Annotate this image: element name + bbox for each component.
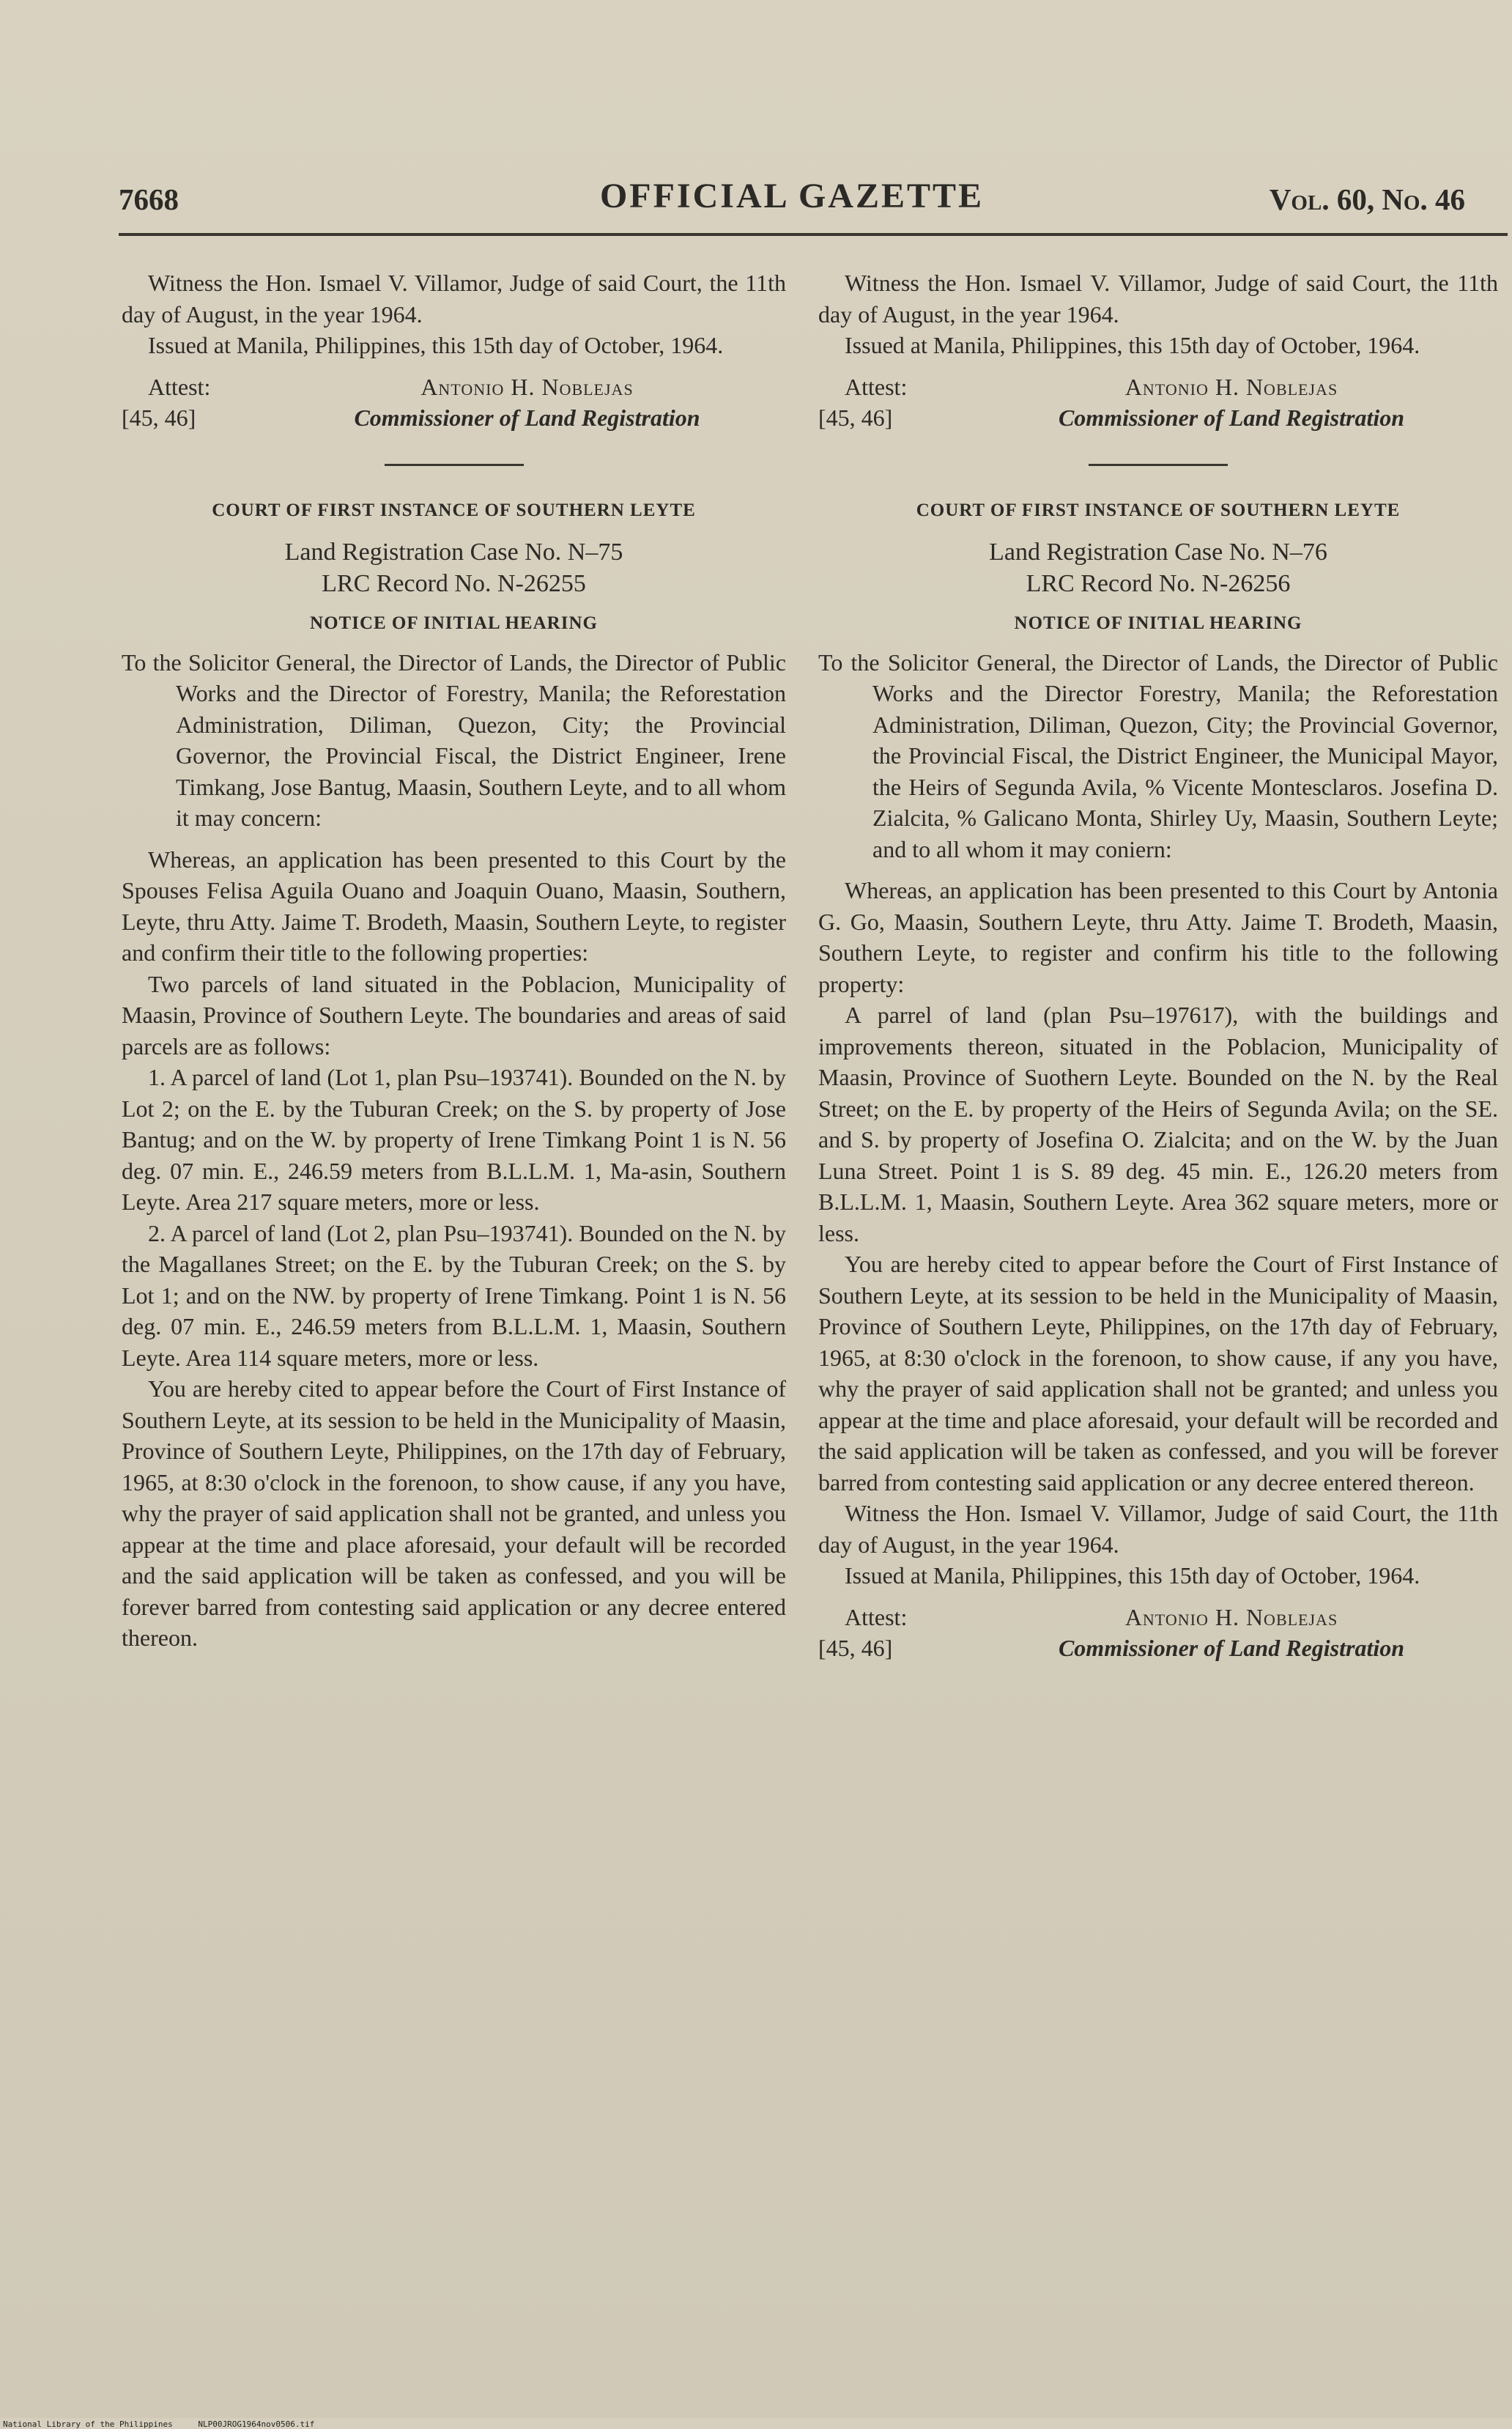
body-paragraph: Witness the Hon. Ismael V. Villamor, Judge of said Court, the 11th day of August, in the year 1964. [818,1500,1498,1558]
attest-title: Commissioner of Land Registration [1058,404,1405,431]
attest-title: Commissioner of Land Registration [354,404,700,431]
right-column [818,267,1498,1663]
page-number: 7668 [119,182,179,216]
notice-title: NOTICE OF INITIAL HEARING [310,613,598,633]
left-column [122,267,786,1654]
footer-library: National Library of the Philippines [3,2419,173,2429]
section-divider [385,464,524,466]
case-number: Land Registration Case No. N–76 [989,539,1327,566]
attest-block [818,1602,1498,1663]
prev-witness: Witness the Hon. Ismael V. Villamor, Judge of said Court, the 11th day of August, in the year 1964. [122,270,786,328]
prev-attest-block [122,371,786,433]
court-heading: COURT OF FIRST INSTANCE OF SOUTHERN LEYTE [212,500,696,520]
section-divider [1089,464,1228,466]
body-paragraph: Whereas, an application has been presented to this Court by the Spouses Felisa Aguila Ouano and Joaquin Ouano, Maasin, Southern, Leyte, thru Atty. Jaime T. Brodeth, Maasin, Southern Leyte, to register and confirm their title to the following properties: [122,846,786,966]
prev-attest-block [818,371,1498,433]
body-paragraph: You are hereby cited to appear before the Court of First Instance of Southern Leyte, at its session to be held in the Municipality of Maasin, Province of Southern Leyte, Philippines, on the 17th day of February, 1965, at 8:30 o'clock in the forenoon, to show cause, if any you have, why the prayer of said application shall not be granted; and unless you appear at the time and place aforesaid, your default will be recorded and the said application will be taken as confessed, and you will be forever barred from contesting said application or any decree entered thereon. [818,1251,1498,1496]
attest-ref: [45, 46] [818,1634,893,1661]
prev-issued: Issued at Manila, Philippines, this 15th day of October, 1964. [148,332,724,358]
court-heading: COURT OF FIRST INSTANCE OF SOUTHERN LEYTE [916,500,1401,520]
body-paragraph: Two parcels of land situated in the Poblacion, Municipality of Maasin, Province of Southern Leyte. The boundaries and areas of said parcels are as follows: [122,970,786,1060]
attest-name: Antonio H. Noblejas [420,373,634,400]
body-paragraph: A parrel of land (plan Psu–197617), with the buildings and improvements thereon, situated in the Poblacion, Municipality of Maasin, Province of Suothern Leyte. Bounded on the N. by the Real Street; on the E. by property of the Heirs of Segunda Avila; on the SE. and S. by property of Josefina O. Zialcita; and on the W. by the Juan Luna Street. Point 1 is S. 89 deg. 45 min. E., 126.20 meters from B.L.L.M. 1, Maasin, Southern Leyte. Area 362 square meters, more or less. [818,1002,1498,1246]
attest-ref: [45, 46] [818,404,893,431]
scan-footer [3,2419,335,2429]
attest-ref: [45, 46] [122,404,196,431]
body-paragraph: You are hereby cited to appear before the Court of First Instance of Southern Leyte, at its session to be held in the Municipality of Maasin, Province of Southern Leyte, Philippines, on the 17th day of February, 1965, at 8:30 o'clock in the forenoon, to show cause, if any you have, why the prayer of said application shall not be granted, and unless you appear at the time and place aforesaid, your default will be recorded and the said application will be taken as confessed, and you will be forever barred from contesting said application or any decree entered thereon. [122,1375,786,1651]
lrc-record: LRC Record No. N-26256 [1026,570,1291,597]
footer-file: NLP00JROG1964nov0506.tif [198,2419,315,2429]
lrc-record: LRC Record No. N-26255 [322,570,586,597]
header-rule [119,233,1508,236]
page-header [119,176,1465,227]
publication-title: OFFICIAL GAZETTE [599,177,985,215]
body-paragraph: Issued at Manila, Philippines, this 15th day of October, 1964. [845,1562,1420,1589]
attest-name: Antonio H. Noblejas [1124,1603,1338,1630]
attest-label: Attest: [845,373,908,400]
attest-name: Antonio H. Noblejas [1124,373,1338,400]
attest-label: Attest: [148,373,211,400]
addressee-paragraph: To the Solicitor General, the Director of Lands, the Director of Public Works and the Director Forestry, Manila; the Reforestation Administration, Diliman, Quezon, City; the Provincial Governor, the Provincial Fiscal, the District Engineer, the Municipal Mayor, the Heirs of Segunda Avila, % Vicente Montesclaros. Josefina D. Zialcita, % Galicano Monta, Shirley Uy, Maasin, Southern Leyte; and to all whom it may coniern: [818,648,1498,862]
attest-title: Commissioner of Land Registration [1058,1634,1405,1661]
notice-title: NOTICE OF INITIAL HEARING [1014,613,1302,633]
body-paragraph: Whereas, an application has been presented to this Court by Antonia G. Go, Maasin, Southern Leyte, thru Atty. Jaime T. Brodeth, Maasin, Southern Leyte, to register and confirm his title to the following property: [818,877,1498,997]
case-number: Land Registration Case No. N–75 [284,539,623,566]
attest-label: Attest: [845,1603,908,1630]
body-paragraph: 1. A parcel of land (Lot 1, plan Psu–193741). Bounded on the N. by Lot 2; on the E. by the Tuburan Creek; on the S. by property of Jose Bantug; and on the W. by property of Irene Timkang Point 1 is N. 56 deg. 07 min. E., 246.59 meters from B.L.L.M. 1, Ma-asin, Southern Leyte. Area 217 square meters, more or less. [122,1064,786,1215]
prev-witness: Witness the Hon. Ismael V. Villamor, Judge of said Court, the 11th day of August, in the year 1964. [818,270,1498,328]
volume-number: Vol. 60, No. 46 [1269,182,1465,216]
body-paragraph: 2. A parcel of land (Lot 2, plan Psu–193741). Bounded on the N. by the Magallanes Street; on the E. by the Tuburan Creek; on the S. by Lot 1; and on the NW. by property of Irene Timkang. Point 1 is N. 56 deg. 07 min. E., 246.59 meters from B.L.L.M. 1, Maasin, Southern Leyte. Area 114 square meters, more or less. [122,1219,786,1371]
prev-issued: Issued at Manila, Philippines, this 15th day of October, 1964. [845,332,1420,358]
addressee-paragraph: To the Solicitor General, the Director of Lands, the Director of Public Works and the Director of Forestry, Manila; the Reforestation Administration, Diliman, Quezon, City; the Provincial Governor, the Provincial Fiscal, the District Engineer, Irene Timkang, Jose Bantug, Maasin, Southern Leyte, and to all whom it may concern: [122,648,786,831]
